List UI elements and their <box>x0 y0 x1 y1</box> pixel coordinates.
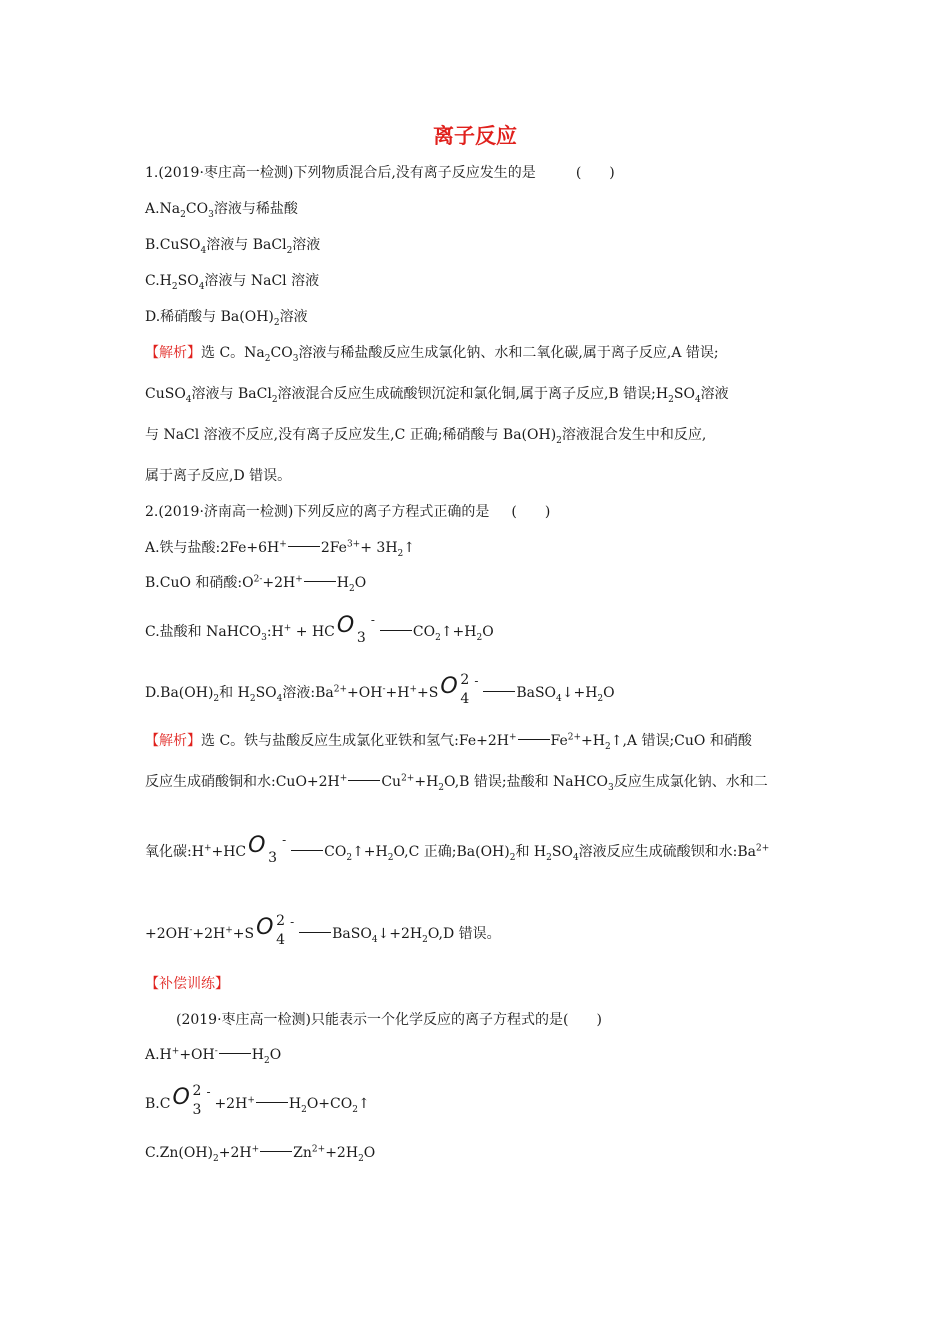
equals-line <box>348 780 380 781</box>
analysis-tag: 【解析】 <box>145 733 201 749</box>
q1-option-a: $A.Na_2CO_3$溶液与稀盐酸 <box>145 201 298 220</box>
page-title: 离子反应 <box>433 124 517 148</box>
q2-analysis-line-3: 氧化碳:H++HC O 3 - $CO_2↑+H_2O,C$ 正确$;Ba(OH)_2$和 $H_2SO_4$溶液反应生成硫酸钡和水$:Ba^{2+}$ <box>145 833 770 866</box>
equals-line <box>380 630 412 631</box>
q2-option-d: $D.Ba(OH)_2$和 $H_2SO_4$溶液$:Ba^{2+}+OH^-+H^++S$ O 2 4 - $BaSO_4↓+H_2O$ <box>145 672 615 707</box>
supp-option-a: A.H++OH- $H_2O$ <box>145 1046 282 1066</box>
q2-analysis-line-2: 反应生成硝酸铜和水:CuO+2H+ $Cu^{2+}+H_2O,B$ 错误;盐酸和 NaHCO$_3$反应生成氯化钠、水和二 <box>145 773 768 793</box>
supp-option-c: $C.Zn(OH)_2+2H^+$ $Zn^{2+}+2H_2O$ <box>145 1144 376 1164</box>
equals-line <box>291 850 323 851</box>
bicarbonate-ion: O 3 - <box>248 833 287 866</box>
sulfate-ion: O 2 4 - <box>440 672 479 707</box>
q1-option-d: D.稀硝酸与 $Ba(OH)_2$溶液 <box>145 309 308 328</box>
q2-option-c: C.盐酸和 NaHCO$_3$:H+ + HC O 3 - $CO_2↑+H_2O$ <box>145 613 494 646</box>
equals-line <box>219 1053 251 1054</box>
equals-line <box>304 581 336 582</box>
q1-stem: 1.(2019·枣庄高一检测)下列物质混合后,没有离子反应发生的是 ( ) <box>145 165 615 181</box>
q1-analysis-line-2: CuSO$_4$溶液与 BaCl$_2$溶液混合反应生成硫酸钡沉淀和氯化铜,属于离子反应,B 错误$;H_2SO_4$溶液 <box>145 386 729 405</box>
equals-line <box>288 546 320 547</box>
q1-analysis-line-4: 属于离子反应,D 错误。 <box>145 468 292 484</box>
q2-option-b: B.CuO 和硝酸$:O^{2-}+2H^+$ $H_2O$ <box>145 574 367 594</box>
equals-line <box>260 1151 292 1152</box>
analysis-tag: 【解析】 <box>145 345 201 361</box>
carbonate-ion: O 2 3 - <box>172 1083 211 1118</box>
equals-line <box>256 1102 288 1103</box>
q1-option-b: B.CuSO$_4$溶液与 BaCl$_2$溶液 <box>145 237 321 256</box>
supp-option-b: B.C O 2 3 - +2H+ $H_2O+CO_2↑$ <box>145 1083 370 1118</box>
q2-analysis-line-4: +2OH-+2H++S O 2 4 - $BaSO_4↓+2H_2O,D$ 错误。 <box>145 913 501 948</box>
supplementary-tag: 【补偿训练】 <box>145 976 229 992</box>
q1-analysis-line-3: 与 NaCl 溶液不反应,没有离子反应发生,C 正确;稀硝酸与 $Ba(OH)_2$溶液混合发生中和反应, <box>145 427 707 446</box>
equals-line <box>483 691 515 692</box>
sulfate-ion: O 2 4 - <box>256 913 295 948</box>
bicarbonate-ion: O 3 - <box>336 613 375 646</box>
equals-line <box>299 932 331 933</box>
equals-line <box>518 739 550 740</box>
q1-option-c: $C.H_2SO_4$溶液与 NaCl 溶液 <box>145 273 320 292</box>
q2-option-a: A.铁与盐酸:2Fe+6H+ $2Fe^{3+}+$ $3H_2↑$ <box>145 539 415 559</box>
q1-analysis-line-1: 【解析】选 C。$Na_2CO_3$溶液与稀盐酸反应生成氯化钠、水和二氧化碳,属于离子反应,A 错误; <box>145 345 719 364</box>
supp-stem: (2019·枣庄高一检测)只能表示一个化学反应的离子方程式的是( ) <box>176 1012 602 1028</box>
q2-stem: 2.(2019·济南高一检测)下列反应的离子方程式正确的是 ( ) <box>145 504 551 520</box>
q2-analysis-line-1: 【解析】选 C。铁与盐酸反应生成氯化亚铁和氢气:Fe+2H+ $Fe^{2+}+H_2↑,A$ 错误;CuO 和硝酸 <box>145 732 752 752</box>
